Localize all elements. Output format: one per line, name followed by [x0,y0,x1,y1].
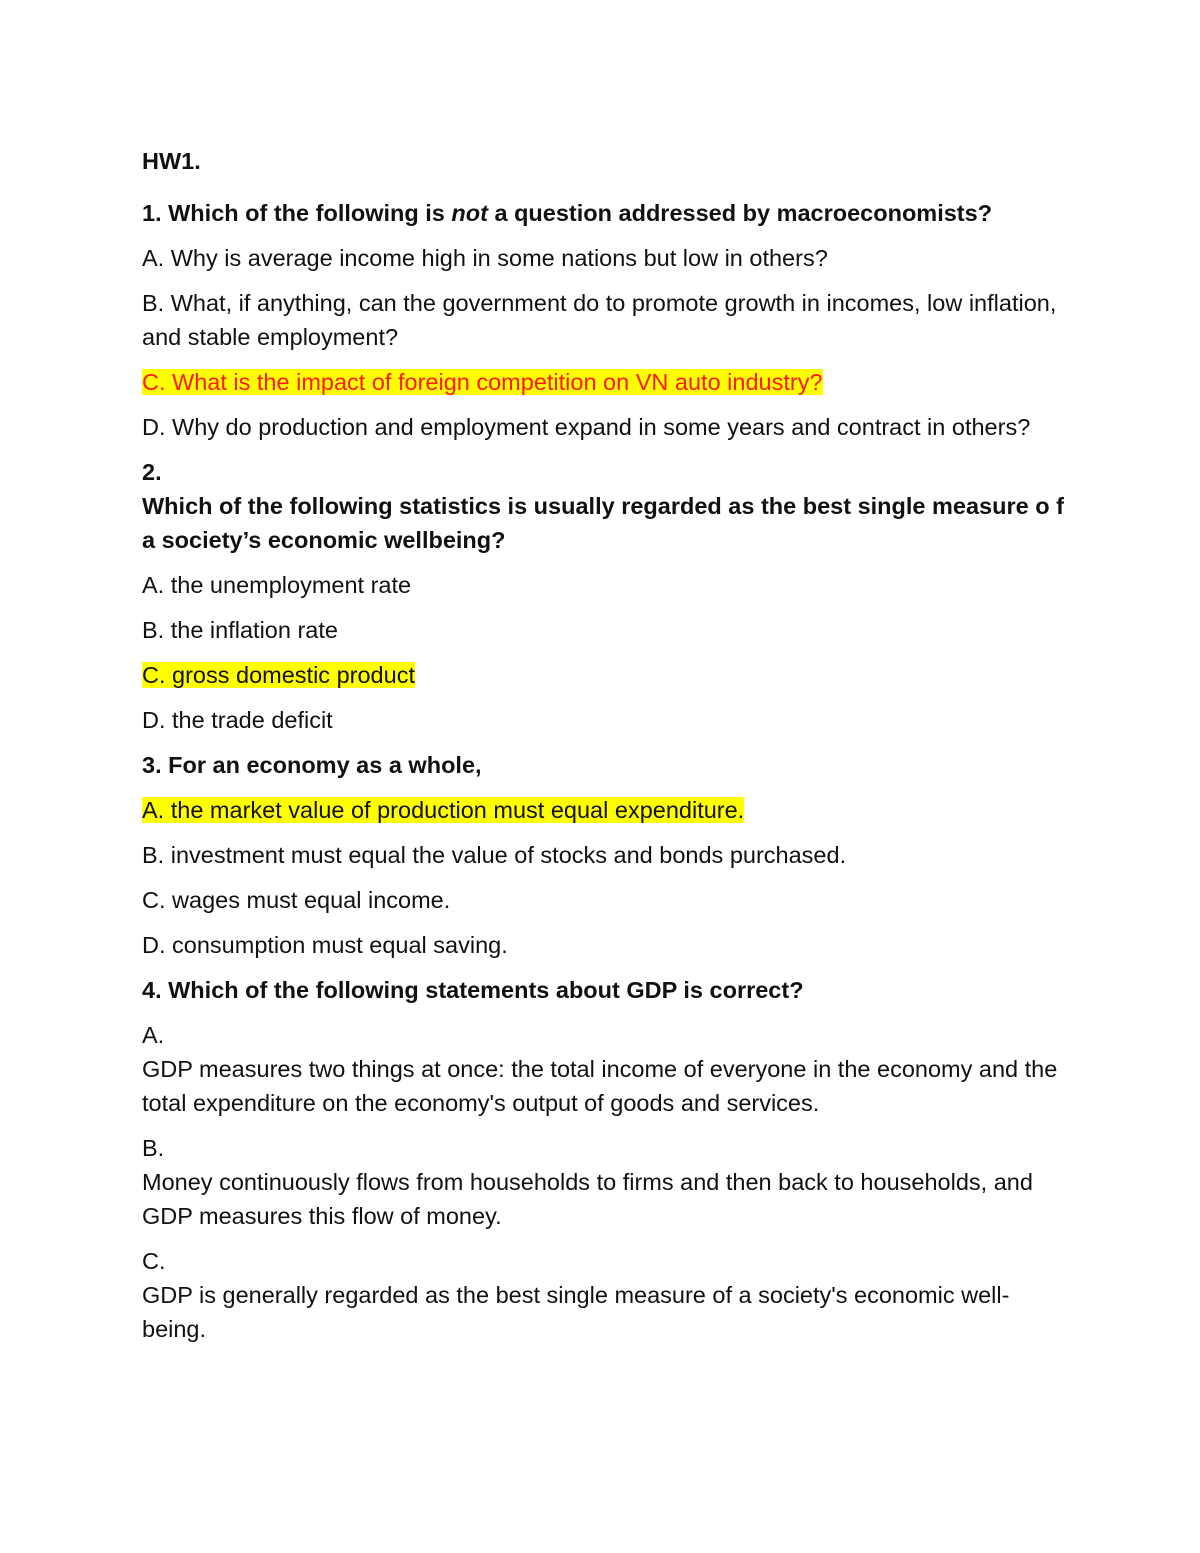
q1-option-d: D. Why do production and employment expand in some years and contract in others? [142,414,1031,440]
doc-title: HW1. [142,148,201,174]
q2-option-c-answer: C. gross domestic product [142,662,415,688]
q4-option-c [142,1244,1072,1346]
q4-option-a [142,1018,1072,1120]
question-1 [142,196,1072,230]
question-3: 3. For an economy as a whole, [142,752,482,778]
q3-option-c: C. wages must equal income. [142,887,451,913]
q2-option-d: D. the trade deficit [142,707,333,733]
q1-option-c-answer: C. What is the impact of foreign competition on VN auto industry? [142,369,823,395]
q4-option-b [142,1131,1072,1233]
q4-option-b-text: Money continuously flows from households to firms and then back to households, and GDP measures this flow of money. [142,1169,1033,1229]
question-1-pre: 1. Which of the following is [142,200,452,226]
q4-option-c-text: GDP is generally regarded as the best single measure of a society's economic well-being. [142,1282,1010,1342]
document-page [142,144,1072,1357]
q4-option-a-letter: A. [142,1022,165,1048]
q4-option-c-letter: C. [142,1248,166,1274]
q2-option-b: B. the inflation rate [142,617,338,643]
question-2-text: Which of the following statistics is usually regarded as the best single measure o f a society’s economic wellbeing? [142,493,1064,553]
question-1-post: a question addressed by macroeconomists? [487,200,993,226]
question-4: 4. Which of the following statements about GDP is correct? [142,977,804,1003]
q3-option-a-answer: A. the market value of production must equal expenditure. [142,797,745,823]
q1-option-b: B. What, if anything, can the government do to promote growth in incomes, low inflation, and stable employment? [142,290,1057,350]
q3-option-d: D. consumption must equal saving. [142,932,508,958]
q2-option-a: A. the unemployment rate [142,572,412,598]
q4-option-b-letter: B. [142,1135,165,1161]
question-2 [142,455,1072,557]
question-2-number: 2. [142,459,162,485]
question-1-emphasis: not [451,200,488,226]
q4-option-a-text: GDP measures two things at once: the total income of everyone in the economy and the total expenditure on the economy's output of goods and services. [142,1056,1058,1116]
q1-option-a: A. Why is average income high in some nations but low in others? [142,245,828,271]
q3-option-b: B. investment must equal the value of stocks and bonds purchased. [142,842,847,868]
